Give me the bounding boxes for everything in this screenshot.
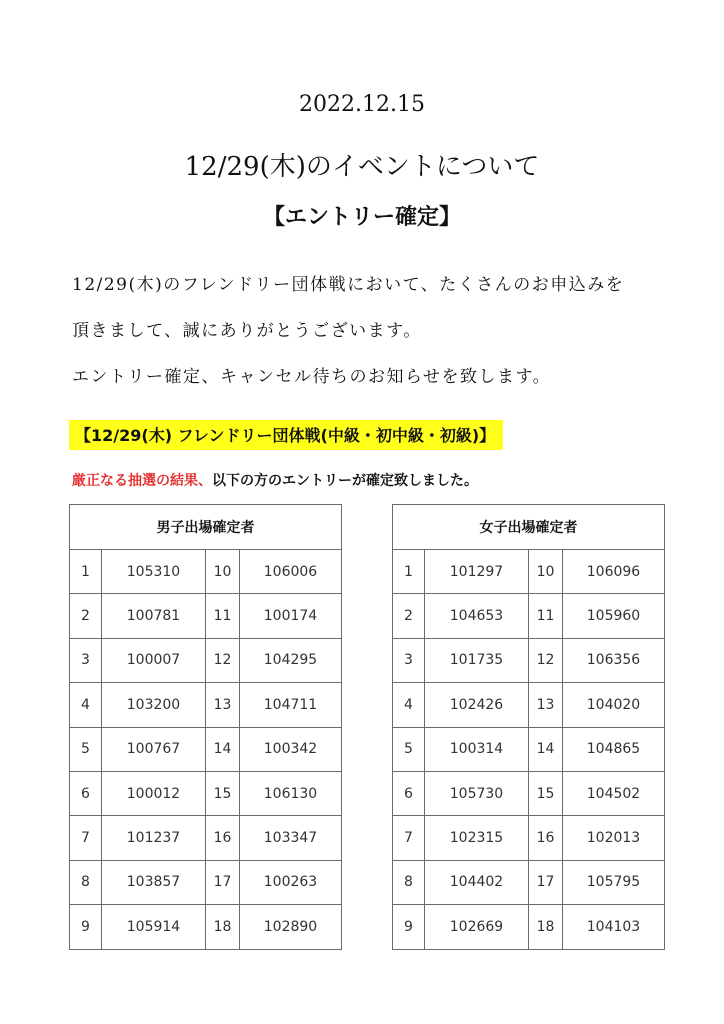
entry-id: 104653 [425,594,529,638]
table-row [70,816,342,860]
entry-id: 102669 [425,905,529,949]
men-table-header: 男子出場確定者 [70,505,342,550]
entry-id: 100012 [102,771,206,815]
entry-number: 1 [70,550,102,594]
entry-id: 102315 [425,816,529,860]
entry-number: 10 [206,550,240,594]
entry-number: 14 [206,727,240,771]
entry-number: 5 [393,727,425,771]
entry-id: 104402 [425,860,529,904]
entry-number: 9 [393,905,425,949]
entry-id: 100342 [240,727,342,771]
entry-id: 100007 [102,638,206,682]
entry-number: 12 [206,638,240,682]
entry-number: 2 [70,594,102,638]
entry-id: 102426 [425,683,529,727]
entry-id: 101735 [425,638,529,682]
entry-number: 17 [206,860,240,904]
announcement-emphasis: 厳正なる抽選の結果、 [72,473,212,489]
entry-id: 106006 [240,550,342,594]
women-entries-table [392,504,665,950]
entry-number: 8 [70,860,102,904]
entry-id: 106130 [240,771,342,815]
entry-id: 103347 [240,816,342,860]
announcement-text: 以下の方のエントリーが確定致しました。 [212,473,478,489]
entry-id: 105310 [102,550,206,594]
entry-id: 100781 [102,594,206,638]
entry-id: 102013 [563,816,665,860]
table-row [70,727,342,771]
table-row [393,683,665,727]
entry-number: 17 [529,860,563,904]
table-row [70,638,342,682]
entry-number: 15 [206,771,240,815]
entry-id: 100263 [240,860,342,904]
men-entries-table [69,504,342,950]
entry-number: 4 [393,683,425,727]
entry-id: 106096 [563,550,665,594]
page-subtitle: 【エントリー確定】 [262,204,461,230]
entry-number: 14 [529,727,563,771]
intro-line-1: 12/29(木)のフレンドリー団体戦において、たくさんのお申込みを [72,275,625,295]
entry-number: 11 [206,594,240,638]
document-date: 2022.12.15 [299,92,425,117]
women-table-header: 女子出場確定者 [393,505,665,550]
intro-line-3: エントリー確定、キャンセル待ちのお知らせを致します。 [72,367,552,387]
entry-number: 6 [393,771,425,815]
table-row [70,771,342,815]
table-row [393,816,665,860]
entry-number: 3 [393,638,425,682]
entry-number: 4 [70,683,102,727]
entry-id: 100314 [425,727,529,771]
intro-line-2: 頂きまして、誠にありがとうございます。 [72,321,422,341]
entry-id: 100174 [240,594,342,638]
entry-number: 9 [70,905,102,949]
event-banner: 【12/29(木) フレンドリー団体戦(中級・初中級・初級)】 [69,420,503,450]
table-row [70,905,342,949]
entry-id: 103200 [102,683,206,727]
entry-id: 103857 [102,860,206,904]
table-row [70,683,342,727]
entry-id: 101237 [102,816,206,860]
entry-id: 102890 [240,905,342,949]
entry-id: 101297 [425,550,529,594]
table-row [393,860,665,904]
entry-id: 100767 [102,727,206,771]
table-row [393,771,665,815]
entry-id: 104103 [563,905,665,949]
announcement [72,470,478,490]
table-row [393,594,665,638]
entry-number: 5 [70,727,102,771]
entry-number: 6 [70,771,102,815]
entry-number: 2 [393,594,425,638]
entry-number: 7 [70,816,102,860]
entry-number: 16 [206,816,240,860]
table-row [70,550,342,594]
entry-id: 104020 [563,683,665,727]
entry-id: 104711 [240,683,342,727]
entry-number: 13 [529,683,563,727]
entry-number: 3 [70,638,102,682]
entry-id: 105914 [102,905,206,949]
entry-number: 7 [393,816,425,860]
table-row [393,727,665,771]
table-row [393,905,665,949]
entry-id: 106356 [563,638,665,682]
entry-id: 104295 [240,638,342,682]
entry-number: 18 [206,905,240,949]
entry-id: 104865 [563,727,665,771]
entry-number: 12 [529,638,563,682]
table-row [70,860,342,904]
entry-number: 11 [529,594,563,638]
table-row [70,594,342,638]
entry-number: 18 [529,905,563,949]
entry-id: 104502 [563,771,665,815]
entry-number: 16 [529,816,563,860]
entry-id: 105795 [563,860,665,904]
entry-number: 13 [206,683,240,727]
entry-number: 8 [393,860,425,904]
page-title: 12/29(木)のイベントについて [184,152,540,182]
entry-number: 10 [529,550,563,594]
entry-number: 15 [529,771,563,815]
entry-id: 105960 [563,594,665,638]
entry-id: 105730 [425,771,529,815]
entry-number: 1 [393,550,425,594]
table-row [393,638,665,682]
table-row [393,550,665,594]
